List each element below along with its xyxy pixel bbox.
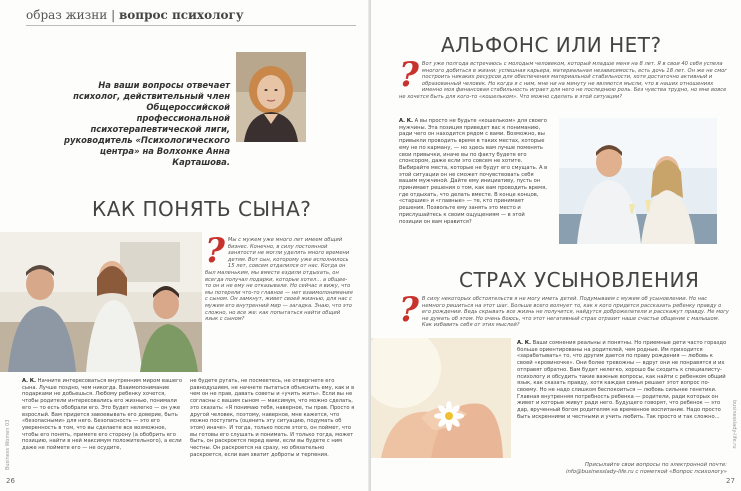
heading-understand-son: КАК ПОНЯТЬ СЫНА? [92, 197, 312, 221]
answer-adoption-text: Ваши сомнения реальны и понятны. Но приемные дети часто гораздо больше ориентированы на родителей, чем родные. Им приходится «зарабатывать» то, что другим дается по праву рождения — любовь к своей «кровиночке». Они более тревожны — вдруг они не понравятся и их отправят обратно. Вам будет нелегко, хорошо бы сходить к специалисту-психологу и обсудить такие важные вопросы, как найти с ребенком общий язык, как сказать правду, хотя каждая семья решает этот вопрос по-своему. Но не надо слишком беспокоиться — любовь сильнее генетики. Главная внутренняя потребность ребенка — родители, ради которых он живет и которые живут ради него. Будущего говорят, что ребенок — это дар, врученный богом родителям на временное воспитание. Надо просто быть искренними и честными и учить любить. Так просто и так сложно... [517, 340, 727, 420]
answer-lead: А. К. [399, 118, 414, 124]
question-adoption-text: В силу некоторых обстоятельств я не могу иметь детей. Подумываем с мужем об усыновлении. Но нас немного решиться на этот шаг. Больше всего волнует то, как к кого придется рассказать ребенку правду о его рождении. Ведь скрывать все жизнь не получится, найдутся доброжелатели и расскажут правду. Не могу не думать об этом. Но очень боюсь, что этот негативный страх отразит наше счастье общение с малышом. Как избавить себя от этих мыслей? [421, 296, 729, 329]
question-gigolo-text: Вот уже полгода встречаюсь с молодым человеком, который младше меня на 8 лет. Я в свои 40 себя успела многого добиться в жизни: успешная карьера, материальная независимость, есть дочь 18 лет. Он же не смог построить никаких ресурсов для обеспечения материальной стабильности, хотя достаточно активный и образованный человек. Но когда я с ним, мне ни на минуту не являются мысли, что в наших отношениях именно моя финансовая стабильность играет для него не последнюю роль. Без чувства трудно, но мне вовсе не хочется быть для кого-то «кошельком». Что можно сделать в этой ситуации? [399, 61, 728, 100]
portrait-illustration [236, 52, 306, 142]
page-number-left: 26 [6, 477, 15, 485]
family-illustration [0, 232, 202, 372]
side-caption-right: businesslady-life.ru [731, 400, 737, 449]
rubric-title: вопрос психологу [118, 8, 244, 22]
answer-adoption [517, 340, 727, 420]
rubric-section: образ жизни [26, 8, 108, 22]
hands-flower-illustration [371, 338, 511, 458]
rubric-separator: | [111, 8, 116, 22]
right-page [371, 0, 741, 491]
left-page [0, 0, 370, 491]
rubric-divider [26, 25, 356, 26]
psychologist-portrait [236, 52, 306, 142]
contact-footnote [521, 462, 727, 476]
answer-lead: А. К. [517, 340, 532, 346]
footnote-line-1: Присылайте свои вопросы по электронной почте: [584, 462, 727, 468]
footnote-email: info@businesslady-life.ru с пометкой «Вопрос психологу» [565, 469, 727, 475]
answer-son-col1-text: Начните интересоваться внутренним миром вашего сына. Лучше поздно, чем никогда. Взаимопонимание подарками не добьешься. Любому ребенку хочется, чтобы родители интересовались его жизнью, понимали его — то есть обобрали его. Это будет нелегко — он уже взрослый. Вам придется завоевывать его доверие, быть «безопасными» для него. Безопасность — это его уверенность в том, что вы сделаете все возможное, чтобы его понять, примете его сторону (а обобрить его позицию, найти в ней максимум положительного), а если даже не поймете его — не осудите, [22, 378, 182, 452]
answer-son-col2: не будете ругать, не посмеетесь, не отвергнете его равнодушием, не начнете пытаться объяснить ему, как и в чем он не прав, давать советы и «учить жить». Если вы не согласны с вашим сыном — максимум, что можно сделать, это сказать: «Я понимаю тебя, наверное, ты прав. Просто я другой человек, поэтому, наверное, мне кажется, что можно поступить (оценить эту ситуацию, подумать об этом) иначе». И тогда, только после этого, он поймет, что вы готовы его слушать и понимать. И только тогда, может быть, он раскроется перед вами, если вы будете с ним честны. Он раскроется на сразу, но обязательно раскроется, если вам хватит доброты и терпения. [190, 378, 355, 458]
question-son [205, 231, 353, 323]
answer-lead: А. К. [22, 378, 37, 384]
rubric [26, 8, 244, 22]
answer-gigolo [399, 118, 549, 225]
question-gigolo [399, 55, 729, 101]
couple-photo [559, 118, 717, 244]
page-number-right: 27 [726, 477, 735, 485]
heading-adoption: СТРАХ УСЫНОВЛЕНИЯ [459, 268, 700, 292]
answer-son-col1 [22, 378, 182, 452]
family-photo [0, 232, 202, 372]
question-mark: ? [399, 290, 419, 330]
hands-flower-photo [371, 338, 511, 458]
question-mark: ? [399, 55, 419, 95]
expert-intro: На ваши вопросы отвечает психолог, действительный член Общероссийской профессиональной психотерапевтической лиги, руководитель «Психологического центра» на Волхонке Анна Карташова. [64, 80, 230, 167]
question-adoption [399, 290, 729, 330]
question-son-text: Мы с мужем уже много лет имеем общий бизнес. Конечно, в силу постоянной занятости не могли уделять много времени детям. Вот сын, которому уже исполнилось 15 лет, совсем отдалился от нас. Когда он был маленьким, мы вместе ездили отдыхать, он всегда получал подарки, которые хотел... а общее-то он и не ему не отказывали. Но сейчас я вижу, что мы потеряли что-то главное — нет взаимопонимания с сыном. Он замкнут, живет своей жизнью, для нас с мужем его внутренний мир — загадка. Знаю, что это сложно, но все же: как попытаться найти общий язык с сыном? [205, 237, 353, 323]
question-mark: ? [205, 231, 225, 271]
answer-gigolo-text: А вы просто не будьте «кошельком» для своего мужчины. Эта позиция приведет вас к пониманию, ради чего он находится рядом с вами. Возможно, вы привыкли проводить время в таких местах, которые ему не по карману, — но здесь вам лучше поменять свои привычки, иначе вы по факту будете его спонсором, даже если это совсем не хотите. Выбирайте места, которые не будут его смущать. А в этой ситуации он не сможет почувствовать себя вашим мужчиной. Дайте ему инициативу, пусть он принимает решения о том, как вам проводить время, где отдыхать, что делать вместе. В конце концов, «старшие» и «главные» — те, кто принимает решения. Позвольте ему занять это место и прислушайтесь к своим ощущениям — в этой позиции он вам нравится? [399, 118, 548, 225]
heading-gigolo: АЛЬФОНС ИЛИ НЕТ? [441, 33, 662, 57]
side-caption-left: Business Women 03 [5, 419, 11, 470]
couple-illustration [559, 118, 717, 244]
